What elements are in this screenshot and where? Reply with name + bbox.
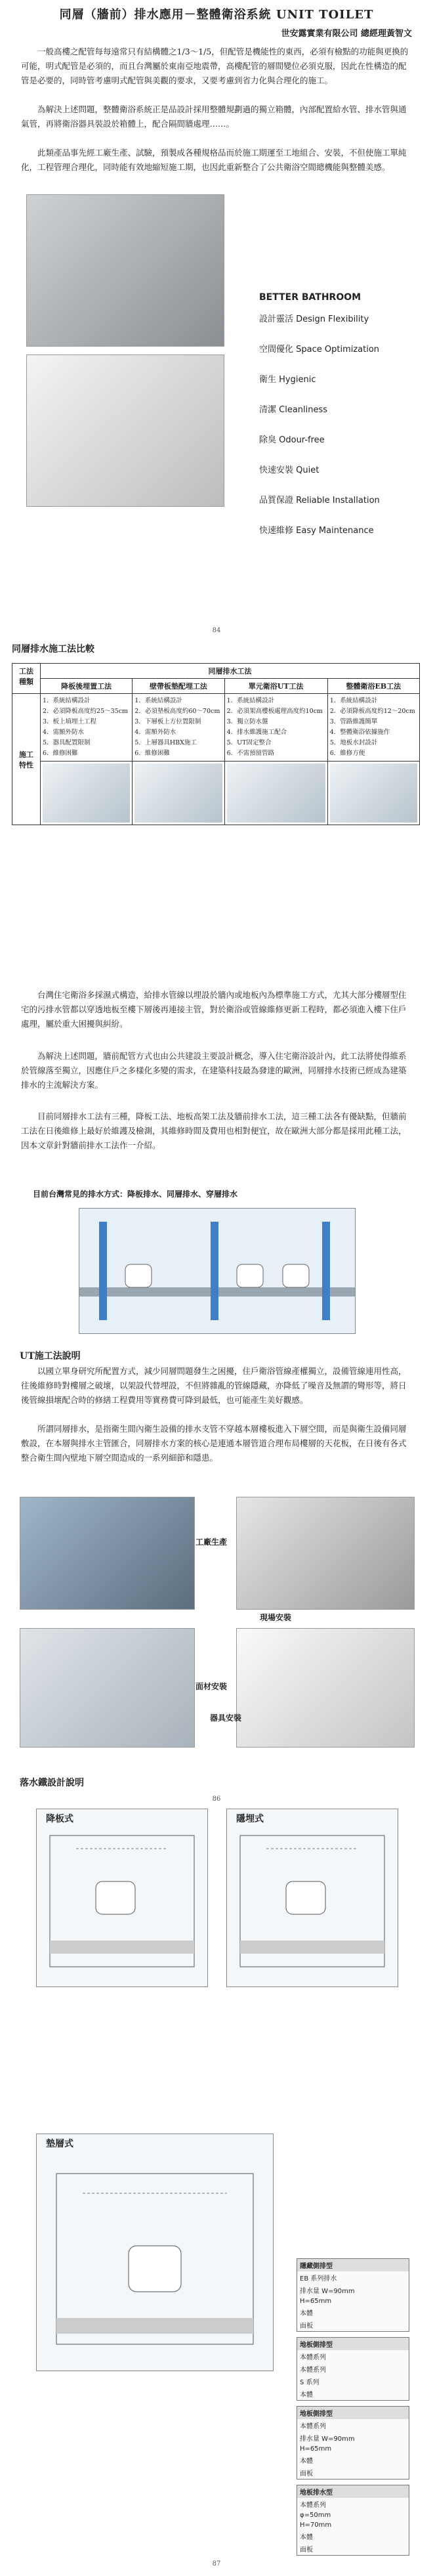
lowered-diagram-svg (37, 1809, 207, 1986)
concealed-diagram-svg (227, 1809, 398, 1986)
row-header-top: 工法 種類 (12, 664, 41, 694)
figure-caption: 目前台灣常見的排水方式：降板排水、同層排水、穿層排水 (33, 1190, 238, 1199)
part-line: 本體系列 (300, 2354, 326, 2361)
part-line: 面板 (300, 2470, 313, 2478)
ut-heading: UT施工法說明 (20, 1351, 81, 1362)
diagram-title: 降板式 (46, 1814, 73, 1824)
part-line: H=65mm (300, 2445, 332, 2453)
document-title: 同層（牆前）排水應用－整體衛浴系統 UNIT TOILET (59, 8, 374, 22)
method-illustration (134, 763, 222, 823)
bathroom-photo-2 (26, 354, 224, 507)
panel-install-photo (20, 1628, 195, 1748)
drainage-diagram-svg (79, 1209, 355, 1333)
body-paragraph-2: 為解決上述問題，牆前配管方式也由公共建設主要設計概念，導入住宅衛浴設計內，此工法將使得維系於管線落至獨立，因應住戶之多樣化多變的需求，在建築科技最為發達的歐洲，同層排水技術已經成為建築排水的主流解決方案。 (21, 1051, 407, 1090)
column-header: 單元衛浴UT工法 (224, 679, 327, 694)
part-title: 地板排水型 (297, 2485, 409, 2498)
page-number: 84 (212, 627, 221, 634)
column-header: 整體衛浴EB工法 (327, 679, 419, 694)
method-illustration (330, 763, 417, 823)
column-points: 1．系統結構設計 2．必須墊板高度約60～70cm 3．下層板上方位置限制 4．需額外防水 5．上層器具HBX施工 6．維修困難 (133, 694, 224, 762)
photo-label: 現場安裝 (260, 1613, 292, 1622)
part-line: 本體 (300, 2310, 313, 2317)
photo-label: 面材安裝 (196, 1682, 228, 1691)
part-line: 排水量 W=90mm (300, 2288, 355, 2295)
factory-production-photo (20, 1497, 195, 1610)
photo-label: 工廠生產 (196, 1537, 228, 1547)
feature-item: 設計靈活 Design Flexibility (259, 314, 369, 324)
part-line: 本體系列 (300, 2502, 326, 2509)
part-title: 地板側排型 (297, 2407, 409, 2419)
feature-item: 除臭 Odour-free (259, 435, 325, 445)
drainage-comparison-diagram (79, 1208, 356, 1334)
page-number: 86 (212, 1795, 221, 1803)
intro-paragraph-3: 此類產品事先經工廠生產、試驗，預製成各種規格品而於施工期運至工地組合、安裝，不但使施工單純化，工程管理合理化，同時能有效地縮短施工期，也因此重新整合了公共衛浴空間總機能與整體美感。 (21, 148, 407, 172)
drain-diagram-concealed (226, 1809, 398, 1987)
feature-item: 清潔 Cleanliness (259, 405, 328, 415)
floor-drain-heading: 落水鐵設計說明 (20, 1778, 84, 1788)
row-header-bottom: 施工 特性 (12, 694, 41, 825)
part-line: H=65mm (300, 2298, 332, 2305)
part-line: φ=50mm (300, 2512, 331, 2519)
feature-list (259, 292, 380, 553)
intro-paragraph-2: 為解決上述問題，整體衛浴系統正是品設計採用整體規劃過的獨立箱體，內部配置給水管、排水管與通氣管，再將衛浴器具裝設於箱體上，配合隔間牆處理……。 (21, 104, 407, 129)
diagram-title: 墊層式 (46, 2139, 73, 2149)
feature-item: 快速安裝 Quiet (259, 465, 320, 475)
part-title: 地板側排型 (297, 2338, 409, 2350)
part-line: 本體 (300, 2458, 313, 2465)
part-title: 隱藏側排型 (297, 2259, 409, 2271)
part-line: 本體 (300, 2392, 313, 2399)
body-paragraph-3: 目前同層排水工法有三種，降板工法、地板高架工法及牆前排水工法，這三種工法各有優缺點，但牆前工法在日後維修上最好於維護及檢測，其維修時間及費用也相對便宜，故在歐洲大部分都是採用此種工法，因本文章針對牆前排水工法作一介紹。 (21, 1111, 407, 1150)
intro-paragraph-1: 一般高樓之配管每每遠常只有結構體之1/3～1/5，但配管是機能性的東西，必須有檢點的功能與更換的可能，明式配管是必須的，而且台灣屬於東南亞地震帶，高樓配管的層間變位必須克服，因此在性構造的配管是必要的，同時管考慮明式配管與美觀的要求，又要考慮到省力化與合理化的施工。 (21, 47, 409, 85)
part-line: 本體系列 (300, 2423, 326, 2430)
body-paragraph-1: 台灣住宅衛浴多採濕式構造，給排水管線以埋設於牆內或地板內為標準施工方式，尤其大部分樓層型住宅的污排水管都以穿透地板至樓下層後再連接主管，對於衛浴或管線維修更新工程時，都必須進入樓下住戶處理，屬於重大困擾與糾紛。 (21, 990, 407, 1029)
table-title: 同層排水工法 (41, 664, 420, 679)
part-card (297, 2485, 409, 2556)
method-illustration (43, 763, 130, 823)
raised-diagram-svg (37, 2134, 273, 2371)
bathroom-photo-1 (26, 194, 224, 347)
drain-diagram-lowered (36, 1809, 208, 1987)
drain-diagram-raised (36, 2134, 274, 2371)
column-header: 降板後埋置工法 (41, 679, 133, 694)
ut-paragraph-2: 所謂同層排水，是指衛生間內衛生設備的排水支管不穿越本層樓板進入下層空間，而是與衛生設備同層敷設，在本層與排水主管匯合，同層排水方案的核心是連通本層管道合理布局樓層的天花板，在日後有各式整合衛生間內壁地下層空間造成的一系列細節和隱患。 (21, 1424, 407, 1463)
part-line: S 系列 (300, 2379, 320, 2386)
feature-heading: BETTER BATHROOM (259, 292, 361, 303)
page-number: 87 (212, 2560, 221, 2567)
diagram-title: 隱埋式 (236, 1814, 264, 1824)
part-card (297, 2337, 409, 2401)
site-install-photo (236, 1497, 415, 1610)
feature-item: 衛生 Hygienic (259, 375, 316, 385)
author-line: 世安露實業有限公司 總經理黃智文 (281, 29, 412, 39)
part-line: EB 系列排水 (300, 2275, 337, 2283)
part-line: H=70mm (300, 2522, 332, 2529)
part-card (297, 2258, 409, 2332)
comparison-table (12, 663, 420, 825)
part-card (297, 2406, 409, 2479)
comparison-heading: 同層排水施工法比較 (12, 644, 94, 655)
feature-item: 快速維修 Easy Maintenance (259, 526, 374, 536)
part-line: 面板 (300, 2546, 313, 2554)
ut-paragraph-1: 以國立單身研究所配置方式，減少同層問題發生之困擾，住戶衛浴管線產權獨立，設備管線連用性高，往後維修時對樓層之破壞，以架設代替埋設，不但將雜亂的管線隱藏，亦降低了噪音及無謂的彎形等，將日後管線損壞配合時的修繕工程費用等實務費可降到最低，也可能產生美好觀感。 (21, 1366, 407, 1405)
column-points: 1．系統結構設計 2．必須架高樓板處理高度約10cm 3．獨立防水盤 4．排水維護施工配合 5．UT固定整合 6．不需預留管路 (224, 694, 327, 762)
feature-item: 空間優化 Space Optimization (259, 345, 380, 354)
part-line: 本體系列 (300, 2367, 326, 2374)
photo-label: 器具安裝 (210, 1713, 242, 1723)
column-points: 1．系統結構設計 2．必須降板高度約25～35cm 3．板上填埋土工程 4．需額外防水 5．器具配置限制 6．維修困難 (41, 694, 133, 762)
column-points: 1．系統結構設計 2．必須降板高度約12～20cm 3．管路維護簡單 4．整體衛浴依據施作 5．地板水封設計 6．維修方便 (327, 694, 419, 762)
part-line: 本體 (300, 2534, 313, 2541)
column-header: 壁帶板墊配埋工法 (133, 679, 224, 694)
part-line: 排水量 W=90mm (300, 2436, 355, 2443)
fixture-install-photo (236, 1628, 415, 1748)
feature-item: 品質保證 Reliable Installation (259, 496, 380, 505)
method-illustration (227, 763, 325, 823)
part-line: 面板 (300, 2323, 313, 2330)
